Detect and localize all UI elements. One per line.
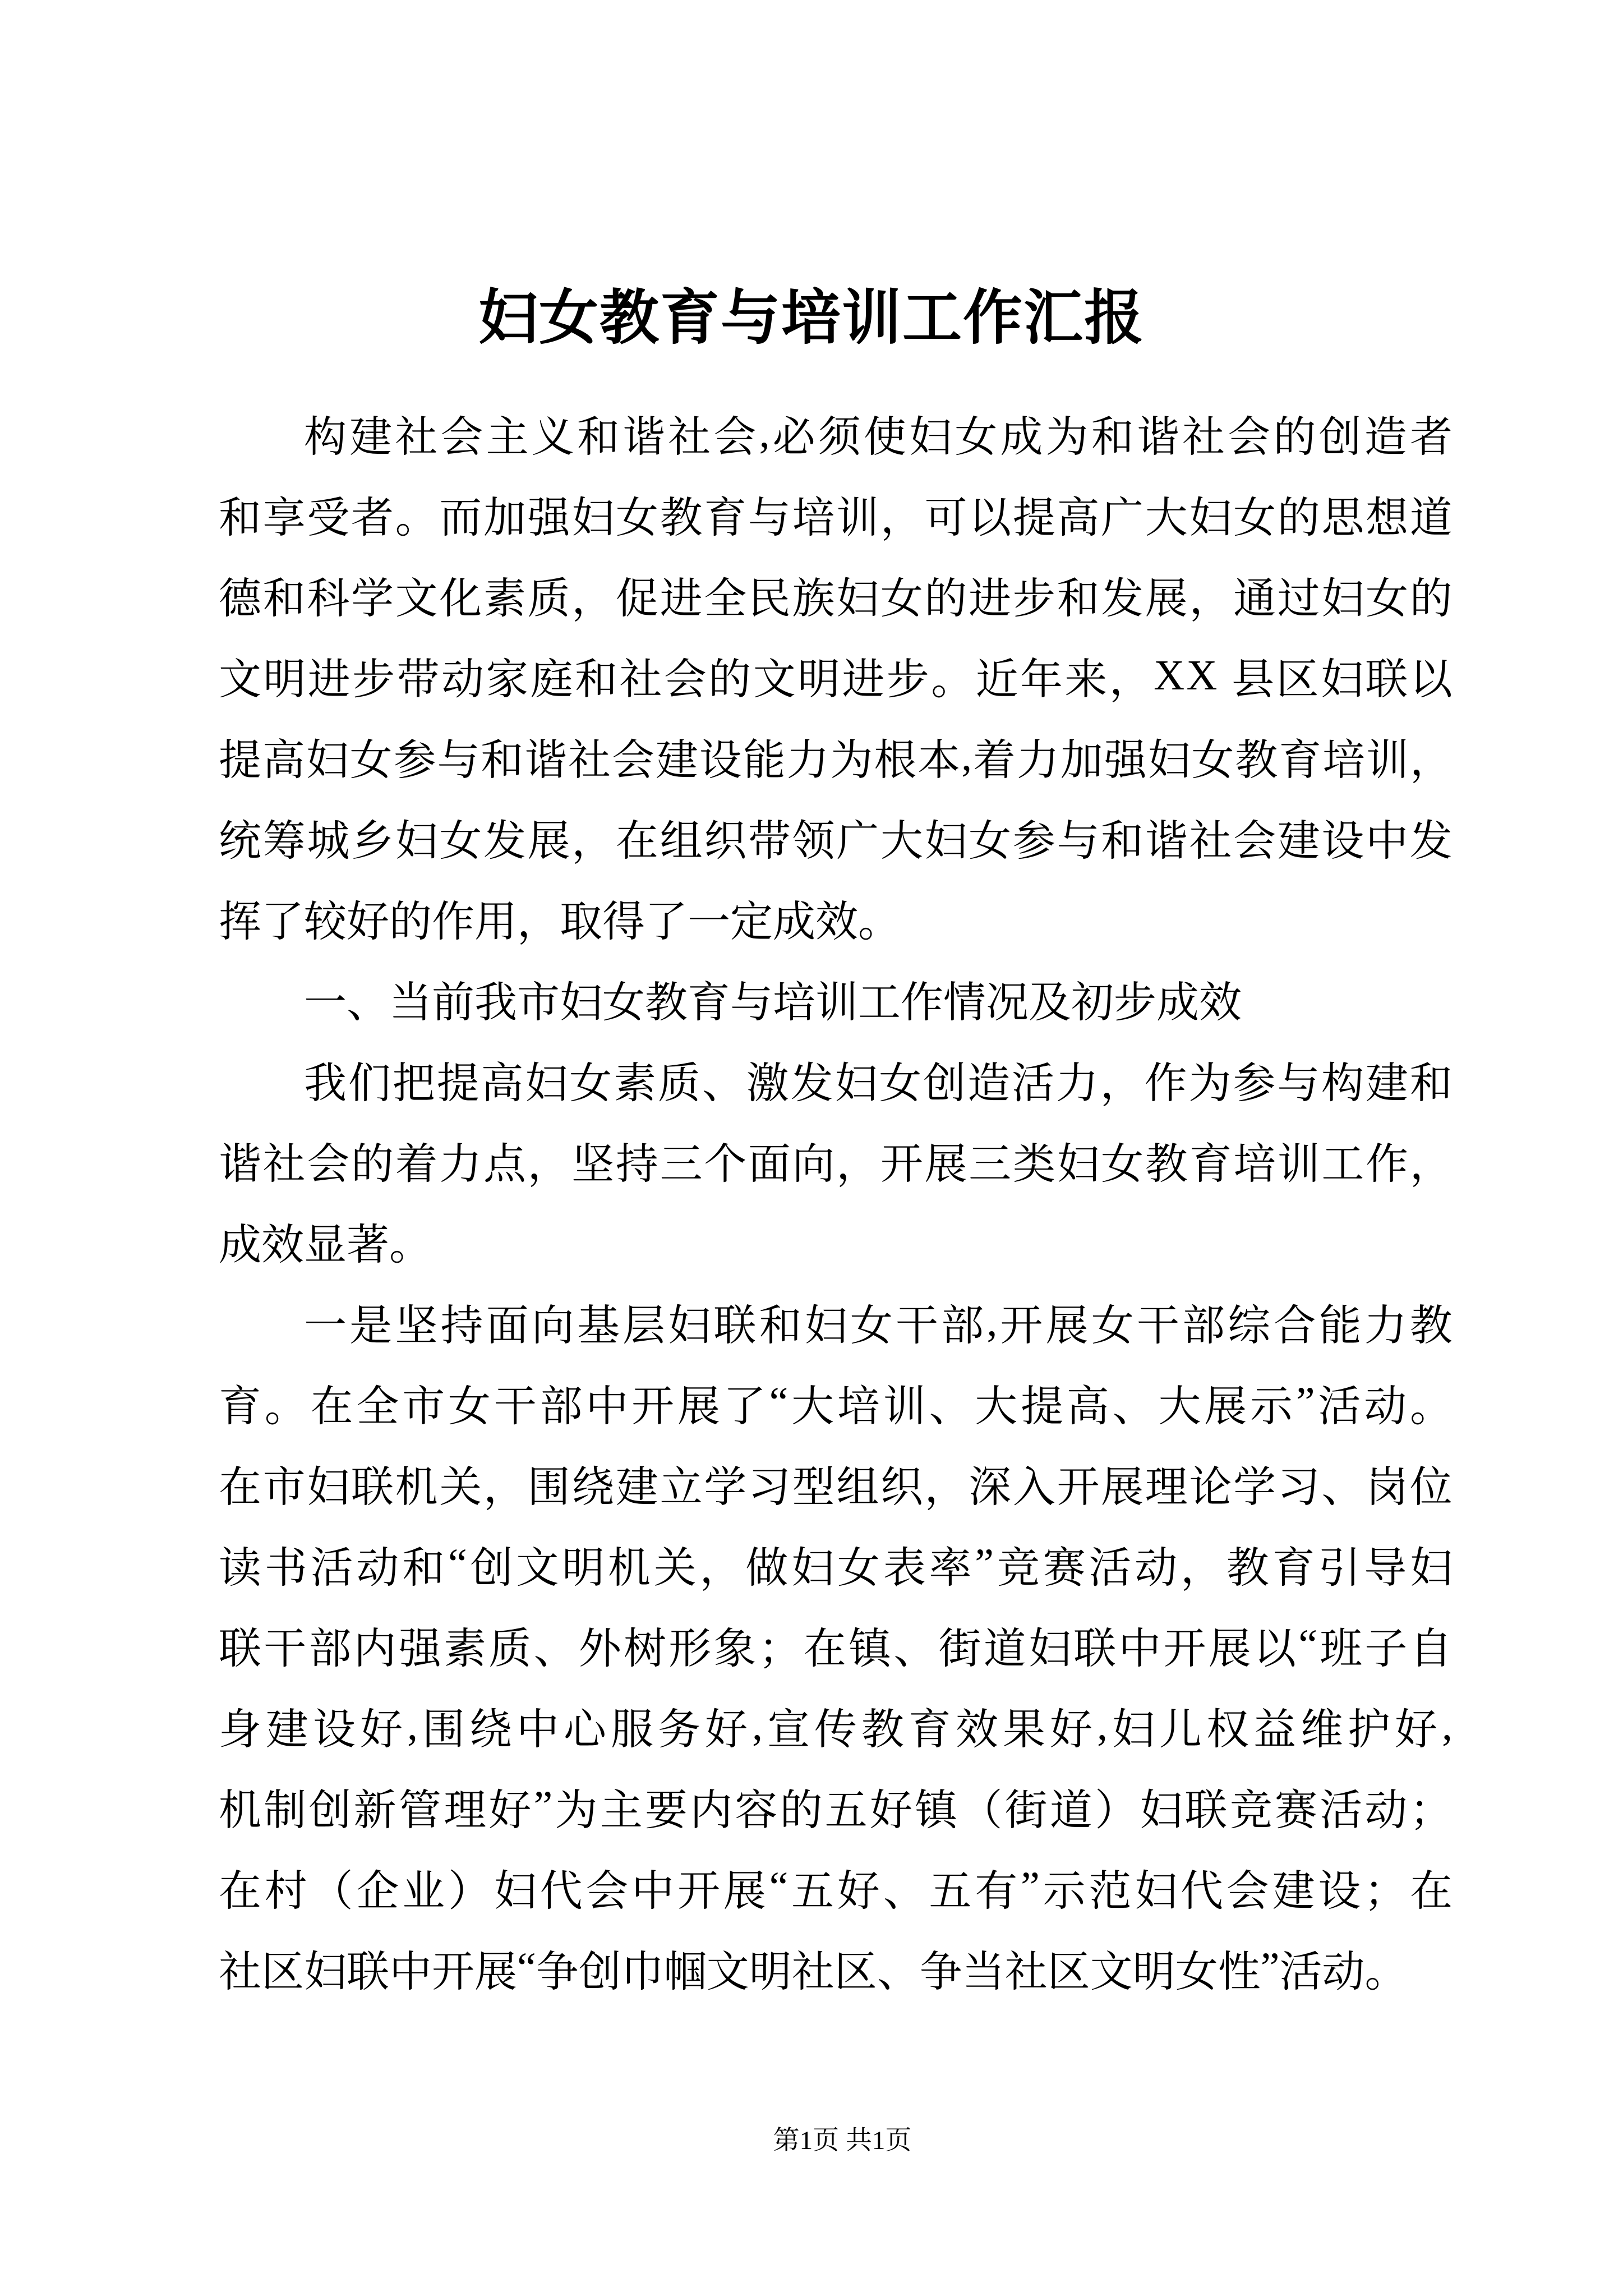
text-line: 机 制 创 新 管 理 好 ” 为 主 要 内 容 的 五 好 镇 （ 街 道 ） 妇 联 竞 赛 活 动 ； <box>219 1782 1453 1834</box>
text-line: 挥 了 较 好 的 作 用 ， 取 得 了 一 定 成 效 。 <box>219 898 901 946</box>
text-line: 社 区 妇 联 中 开 展 “ 争 创 巾 帼 文 明 社 区 、 争 当 社 区 文 明 女 性 ” 活 动 。 <box>219 1944 1408 1996</box>
text-line: 在 市 妇 联 机 关 ， 围 绕 建 立 学 习 型 组 织 ， 深 入 开 展 理 论 学 习 、 岗 位 <box>219 1464 1453 1511</box>
text-line: 联 干 部 内 强 素 质 、 外 树 形 象 ； 在 镇 、 街 道 妇 联 中 开 展 以 “ 班 子 自 <box>219 1621 1453 1673</box>
text-line: 统 筹 城 乡 妇 女 发 展 ， 在 组 织 带 领 广 大 妇 女 参 与 和 谐 社 会 建 设 中 发 <box>219 817 1453 865</box>
text-line: 德 和 科 学 文 化 素 质 ， 促 进 全 民 族 妇 女 的 进 步 和 发 展 ， 通 过 妇 女 的 <box>219 575 1453 623</box>
document-title: 妇女教育与培训工作汇报 <box>478 286 1145 351</box>
text-line: 育 。 在 全 市 女 干 部 中 开 展 了 “ 大 培 训 、 大 提 高 、 大 展 示 ” 活 动 。 <box>219 1378 1453 1430</box>
text-line: 在 村 （ 企 业 ） 妇 代 会 中 开 展 “ 五 好 、 五 有 ” 示 范 妇 代 会 建 设 ； 在 <box>219 1863 1453 1915</box>
text-line: 和 享 受 者 。 而 加 强 妇 女 教 育 与 培 训 ， 可 以 提 高 广 大 妇 女 的 思 想 道 <box>219 494 1453 542</box>
text-line: 身 建 设 好 , 围 绕 中 心 服 务 好 , 宣 传 教 育 效 果 好 , 妇 儿 权 益 维 护 好 , <box>219 1701 1453 1754</box>
document-body <box>219 393 1453 2008</box>
text-line: 构 建 社 会 主 义 和 谐 社 会 , 必 须 使 妇 女 成 为 和 谐 社 会 的 创 造 者 <box>304 409 1453 461</box>
text-line: 谐 社 会 的 着 力 点 ， 坚 持 三 个 面 向 ， 开 展 三 类 妇 女 教 育 培 训 工 作 ， <box>219 1140 1453 1188</box>
text-line: 成 效 显 著 。 <box>219 1221 432 1269</box>
text-line: 文 明 进 步 带 动 家 庭 和 社 会 的 文 明 进 步 。 近 年 来 ， X X 县 区 妇 联 以 <box>219 651 1453 703</box>
section-heading: 一 、 当 前 我 市 妇 女 教 育 与 培 训 工 作 情 况 及 初 步 成 效 <box>304 979 1242 1027</box>
page-footer <box>0 2124 1623 2157</box>
page-number: 第1页 共1页 <box>773 2126 912 2155</box>
text-line: 一 是 坚 持 面 向 基 层 妇 联 和 妇 女 干 部 , 开 展 女 干 部 综 合 能 力 教 <box>304 1297 1453 1350</box>
text-line: 提 高 妇 女 参 与 和 谐 社 会 建 设 能 力 为 根 本 , 着 力 加 强 妇 女 教 育 培 训 ， <box>219 732 1453 784</box>
text-line: 我 们 把 提 高 妇 女 素 质 、 激 发 妇 女 创 造 活 力 ， 作 为 参 与 构 建 和 <box>304 1060 1453 1107</box>
text-line: 读 书 活 动 和 “ 创 文 明 机 关 ， 做 妇 女 表 率 ” 竞 赛 活 动 ， 教 育 引 导 妇 <box>219 1540 1453 1592</box>
